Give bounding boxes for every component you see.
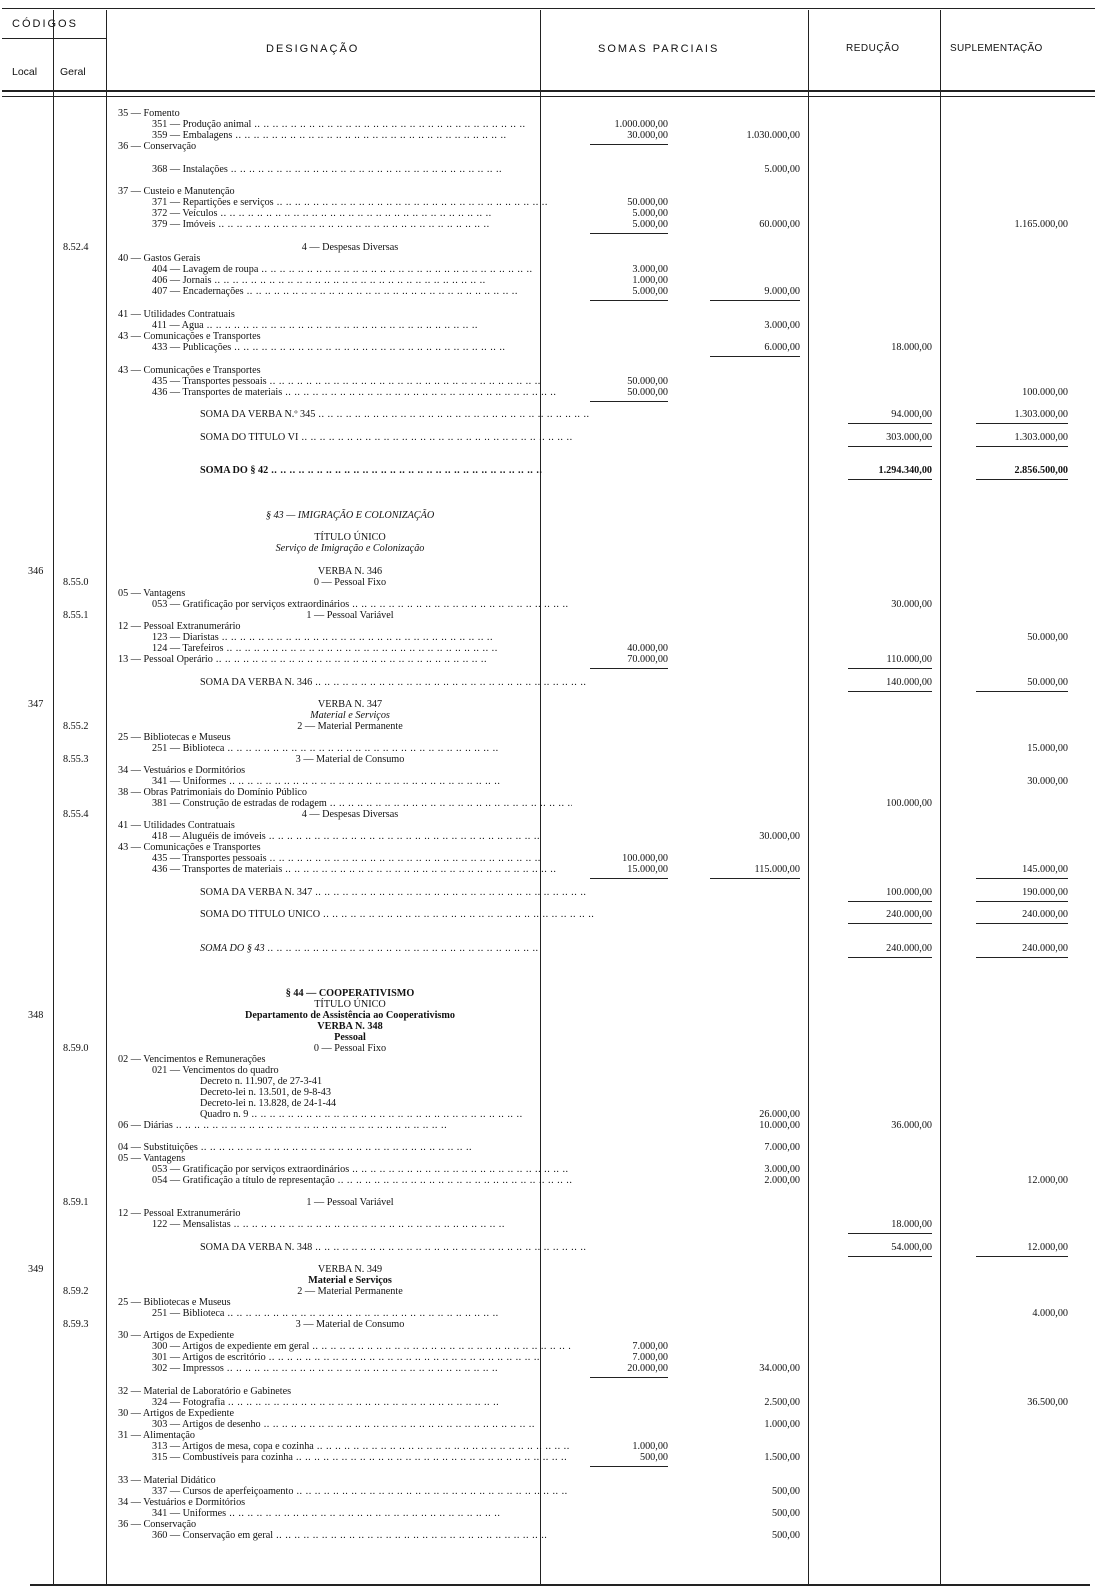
row-designation: 407 — Encadernações .. .. bbox=[152, 286, 572, 298]
row-designation: SOMA DO § 42 .. .. bbox=[200, 465, 620, 477]
row-designation: Decreto-lei n. 13.501, de 9-8-43 bbox=[200, 1087, 331, 1098]
somas-parciais-subtotal: 115.000,00 bbox=[754, 864, 800, 875]
geral-code: 8.59.1 bbox=[63, 1197, 89, 1208]
suplementacao-value: 240.000,00 bbox=[1022, 909, 1068, 920]
section-heading: TÍTULO ÚNICO bbox=[314, 532, 386, 543]
somas-parciais-subtotal: 2.500,00 bbox=[764, 1397, 800, 1408]
row-designation: 33 — Material Didático bbox=[118, 1475, 216, 1486]
reducao-value: 1.294.340,00 bbox=[878, 465, 932, 476]
somas-parciais-subtotal: 500,00 bbox=[771, 1530, 800, 1541]
suplementacao-value: 1.303.000,00 bbox=[1014, 432, 1068, 443]
row-designation: SOMA DA VERBA N.º 345 .. .. bbox=[200, 409, 620, 421]
somas-parciais-value: 1.000,00 bbox=[632, 275, 668, 286]
row-designation: 36 — Conservação bbox=[118, 141, 197, 152]
row-designation: 43 — Comunicações e Transportes bbox=[118, 331, 261, 342]
somas-parciais-subtotal: 5.000,00 bbox=[764, 164, 800, 175]
suplementacao-value: 50.000,00 bbox=[1027, 632, 1068, 643]
somas-parciais-subtotal: 6.000,00 bbox=[764, 342, 800, 353]
sum-rule bbox=[848, 1256, 932, 1257]
reducao-value: 36.000,00 bbox=[891, 1120, 932, 1131]
table-row bbox=[0, 164, 1099, 176]
sum-rule bbox=[848, 479, 932, 480]
somas-parciais-subtotal: 1.030.000,00 bbox=[746, 130, 800, 141]
somas-parciais-value: 50.000,00 bbox=[627, 197, 668, 208]
sum-rule bbox=[848, 923, 932, 924]
row-designation: 300 — Artigos de expediente em geral .. .. bbox=[152, 1341, 572, 1353]
row-designation: 436 — Transportes de materiais .. .. bbox=[152, 387, 572, 399]
header-somas-parciais: SOMAS PARCIAIS bbox=[598, 43, 720, 55]
row-designation: 38 — Obras Patrimoniais do Domínio Público bbox=[118, 787, 308, 798]
table-row bbox=[0, 1530, 1099, 1542]
row-designation: 360 — Conservação em geral .. .. bbox=[152, 1530, 572, 1542]
sum-rule bbox=[590, 401, 668, 402]
section-heading: 0 — Pessoal Fixo bbox=[313, 1043, 387, 1054]
header-reducao: REDUÇÃO bbox=[846, 43, 900, 54]
table-row bbox=[0, 943, 1099, 955]
row-designation: 37 — Custeio e Manutenção bbox=[118, 186, 235, 197]
row-designation: 435 — Transportes pessoais .. .. bbox=[152, 853, 572, 865]
row-designation: 053 — Gratificação por serviços extraordinários .. .. bbox=[152, 599, 572, 611]
row-designation: 25 — Bibliotecas e Museus bbox=[118, 732, 231, 743]
row-designation: 337 — Cursos de aperfeiçoamento .. .. bbox=[152, 1486, 572, 1498]
suplementacao-value: 2.856.500,00 bbox=[1014, 465, 1068, 476]
table-row bbox=[0, 141, 1099, 153]
somas-parciais-value: 30.000,00 bbox=[627, 130, 668, 141]
somas-parciais-value: 5.000,00 bbox=[632, 219, 668, 230]
table-row bbox=[0, 387, 1099, 399]
geral-code: 8.59.3 bbox=[63, 1319, 89, 1330]
row-designation: SOMA DO TÍTULO VI .. .. bbox=[200, 432, 620, 444]
sum-rule bbox=[848, 1233, 932, 1234]
sum-rule bbox=[848, 691, 932, 692]
somas-parciais-value: 3.000,00 bbox=[632, 264, 668, 275]
sum-rule bbox=[976, 691, 1068, 692]
sum-rule bbox=[976, 423, 1068, 424]
sum-rule bbox=[976, 1256, 1068, 1257]
sum-rule bbox=[848, 668, 932, 669]
sum-rule bbox=[976, 878, 1068, 879]
row-designation: 124 — Tarefeiros .. .. bbox=[152, 643, 572, 655]
section-heading: § 43 — IMIGRAÇÃO E COLONIZAÇÃO bbox=[265, 510, 435, 521]
page-bottom-rule bbox=[30, 1584, 1090, 1586]
somas-parciais-subtotal: 1.000,00 bbox=[764, 1419, 800, 1430]
section-heading: 3 — Material de Consumo bbox=[295, 1319, 405, 1330]
somas-parciais-subtotal: 34.000,00 bbox=[759, 1363, 800, 1374]
sum-rule bbox=[848, 957, 932, 958]
somas-parciais-value: 20.000,00 bbox=[627, 1363, 668, 1374]
row-designation: 06 — Diárias .. .. bbox=[118, 1120, 538, 1132]
section-heading: 4 — Despesas Diversas bbox=[301, 242, 399, 253]
somas-parciais-subtotal: 30.000,00 bbox=[759, 831, 800, 842]
local-code: 349 bbox=[28, 1264, 44, 1275]
somas-parciais-subtotal: 26.000,00 bbox=[759, 1109, 800, 1120]
header-local: Local bbox=[12, 66, 38, 78]
row-designation: 34 — Vestuários e Dormitórios bbox=[118, 765, 246, 776]
row-designation: 054 — Gratificação a título de representação .. .. bbox=[152, 1175, 572, 1187]
table-row bbox=[0, 465, 1099, 477]
geral-code: 8.55.1 bbox=[63, 610, 89, 621]
section-heading: Material e Serviços bbox=[308, 1275, 392, 1286]
header-designacao: DESIGNAÇÃO bbox=[266, 43, 360, 55]
row-designation: 40 — Gastos Gerais bbox=[118, 253, 201, 264]
somas-parciais-subtotal: 7.000,00 bbox=[764, 1142, 800, 1153]
somas-parciais-subtotal: 9.000,00 bbox=[764, 286, 800, 297]
row-designation: 313 — Artigos de mesa, copa e cozinha .. .. bbox=[152, 1441, 572, 1453]
sum-rule bbox=[848, 446, 932, 447]
table-row bbox=[0, 1363, 1099, 1375]
row-designation: 251 — Biblioteca .. .. bbox=[152, 1308, 572, 1320]
somas-parciais-value: 500,00 bbox=[639, 1452, 668, 1463]
sum-rule bbox=[590, 300, 668, 301]
somas-parciais-value: 7.000,00 bbox=[632, 1341, 668, 1352]
somas-parciais-value: 50.000,00 bbox=[627, 387, 668, 398]
suplementacao-value: 12.000,00 bbox=[1027, 1242, 1068, 1253]
sum-rule bbox=[848, 423, 932, 424]
table-row bbox=[0, 864, 1099, 876]
reducao-value: 18.000,00 bbox=[891, 342, 932, 353]
section-heading: Pessoal bbox=[334, 1032, 366, 1043]
row-designation: 435 — Transportes pessoais .. .. bbox=[152, 376, 572, 388]
table-row bbox=[0, 1242, 1099, 1254]
row-designation: Quadro n. 9 .. .. bbox=[200, 1109, 620, 1121]
section-heading: TÍTULO ÚNICO bbox=[314, 999, 386, 1010]
table-row bbox=[0, 1175, 1099, 1187]
row-designation: 418 — Aluguéis de imóveis .. .. bbox=[152, 831, 572, 843]
somas-parciais-value: 1.000,00 bbox=[632, 1441, 668, 1452]
somas-parciais-subtotal: 3.000,00 bbox=[764, 320, 800, 331]
table-row bbox=[0, 432, 1099, 444]
suplementacao-value: 4.000,00 bbox=[1032, 1308, 1068, 1319]
somas-parciais-value: 5.000,00 bbox=[632, 286, 668, 297]
sum-rule bbox=[976, 446, 1068, 447]
row-designation: 433 — Publicações .. .. bbox=[152, 342, 572, 354]
row-designation: 341 — Uniformes .. .. bbox=[152, 776, 572, 788]
section-heading: § 44 — COOPERATIVISMO bbox=[285, 988, 415, 999]
row-designation: 368 — Instalações .. .. bbox=[152, 164, 572, 176]
row-designation: 02 — Vencimentos e Remunerações bbox=[118, 1054, 266, 1065]
somas-parciais-value: 15.000,00 bbox=[627, 864, 668, 875]
sum-rule bbox=[590, 1466, 668, 1467]
local-code: 347 bbox=[28, 699, 44, 710]
somas-parciais-value: 100.000,00 bbox=[622, 853, 668, 864]
row-designation: 351 — Produção animal .. .. bbox=[152, 119, 572, 131]
suplementacao-value: 190.000,00 bbox=[1022, 887, 1068, 898]
sum-rule bbox=[976, 901, 1068, 902]
reducao-value: 54.000,00 bbox=[891, 1242, 932, 1253]
table-row bbox=[0, 1120, 1099, 1132]
row-designation: 31 — Alimentação bbox=[118, 1430, 195, 1441]
geral-code: 8.55.4 bbox=[63, 809, 89, 820]
local-code: 348 bbox=[28, 1010, 44, 1021]
row-designation: 372 — Veículos .. .. bbox=[152, 208, 572, 220]
reducao-value: 100.000,00 bbox=[886, 887, 932, 898]
reducao-value: 18.000,00 bbox=[891, 1219, 932, 1230]
sum-rule bbox=[976, 957, 1068, 958]
header-bottom-rule bbox=[2, 90, 1095, 92]
somas-parciais-subtotal: 60.000,00 bbox=[759, 219, 800, 230]
section-heading: Departamento de Assistência ao Cooperativismo bbox=[245, 1010, 455, 1021]
row-designation: 122 — Mensalistas .. .. bbox=[152, 1219, 572, 1231]
suplementacao-value: 145.000,00 bbox=[1022, 864, 1068, 875]
geral-code: 8.52.4 bbox=[63, 242, 89, 253]
section-heading: 4 — Despesas Diversas bbox=[301, 809, 399, 820]
reducao-value: 30.000,00 bbox=[891, 599, 932, 610]
sum-rule bbox=[590, 233, 668, 234]
sum-rule bbox=[710, 878, 800, 879]
table-row bbox=[0, 909, 1099, 921]
row-designation: 25 — Bibliotecas e Museus bbox=[118, 1297, 231, 1308]
sum-rule bbox=[848, 901, 932, 902]
header-top-rule bbox=[2, 8, 1095, 9]
suplementacao-value: 50.000,00 bbox=[1027, 677, 1068, 688]
header-bottom-rule-2 bbox=[2, 96, 1095, 97]
reducao-value: 240.000,00 bbox=[886, 909, 932, 920]
reducao-value: 240.000,00 bbox=[886, 943, 932, 954]
sum-rule bbox=[590, 878, 668, 879]
row-designation: SOMA DO § 43 .. .. bbox=[200, 943, 620, 955]
somas-parciais-value: 50.000,00 bbox=[627, 376, 668, 387]
reducao-value: 110.000,00 bbox=[886, 654, 932, 665]
row-designation: 251 — Biblioteca .. .. bbox=[152, 743, 572, 755]
reducao-value: 140.000,00 bbox=[886, 677, 932, 688]
row-designation: 36 — Conservação bbox=[118, 1519, 197, 1530]
row-designation: 41 — Utilidades Contratuais bbox=[118, 820, 235, 831]
sum-rule bbox=[590, 668, 668, 669]
section-heading: Material e Serviços bbox=[310, 710, 390, 721]
section-heading: 1 — Pessoal Variável bbox=[306, 610, 394, 621]
row-designation: 404 — Lavagem de roupa .. .. bbox=[152, 264, 572, 276]
row-designation: 302 — Impressos .. .. bbox=[152, 1363, 572, 1375]
row-designation: SOMA DA VERBA N. 348 .. .. bbox=[200, 1242, 620, 1254]
suplementacao-value: 1.165.000,00 bbox=[1014, 219, 1068, 230]
row-designation: 123 — Diaristas .. .. bbox=[152, 632, 572, 644]
table-row bbox=[0, 543, 1099, 555]
row-designation: 41 — Utilidades Contratuais bbox=[118, 309, 235, 320]
reducao-value: 100.000,00 bbox=[886, 798, 932, 809]
somas-parciais-value: 1.000.000,00 bbox=[614, 119, 668, 130]
header-codigos-rule bbox=[2, 38, 106, 39]
row-designation: 301 — Artigos de escritório .. .. bbox=[152, 1352, 572, 1364]
row-designation: 381 — Construção de estradas de rodagem .. .. bbox=[152, 798, 572, 810]
row-designation: 12 — Pessoal Extranumerário bbox=[118, 621, 241, 632]
table-row bbox=[0, 1452, 1099, 1464]
row-designation: 30 — Artigos de Expediente bbox=[118, 1408, 235, 1419]
row-designation: 341 — Uniformes .. .. bbox=[152, 1508, 572, 1520]
suplementacao-value: 1.303.000,00 bbox=[1014, 409, 1068, 420]
somas-parciais-subtotal: 1.500,00 bbox=[764, 1452, 800, 1463]
somas-parciais-value: 7.000,00 bbox=[632, 1352, 668, 1363]
table-row bbox=[0, 887, 1099, 899]
table-row bbox=[0, 510, 1099, 522]
row-designation: 053 — Gratificação por serviços extraordinários .. .. bbox=[152, 1164, 572, 1176]
suplementacao-value: 12.000,00 bbox=[1027, 1175, 1068, 1186]
sum-rule bbox=[976, 923, 1068, 924]
reducao-value: 94.000,00 bbox=[891, 409, 932, 420]
row-designation: 35 — Fomento bbox=[118, 108, 180, 119]
table-row bbox=[0, 409, 1099, 421]
row-designation: SOMA DA VERBA N. 347 .. .. bbox=[200, 887, 620, 899]
geral-code: 8.55.3 bbox=[63, 754, 89, 765]
header-suplementacao: SUPLEMENTAÇÃO bbox=[950, 43, 1043, 54]
suplementacao-value: 240.000,00 bbox=[1022, 943, 1068, 954]
row-designation: 30 — Artigos de Expediente bbox=[118, 1330, 235, 1341]
somas-parciais-value: 40.000,00 bbox=[627, 643, 668, 654]
header-geral: Geral bbox=[60, 66, 86, 78]
row-designation: Decreto-lei n. 13.828, de 24-1-44 bbox=[200, 1098, 337, 1109]
sum-rule bbox=[590, 1377, 668, 1378]
row-designation: 436 — Transportes de materiais .. .. bbox=[152, 864, 572, 876]
section-heading: 2 — Material Permanente bbox=[297, 1286, 403, 1297]
section-heading: 2 — Material Permanente bbox=[297, 721, 403, 732]
suplementacao-value: 100.000,00 bbox=[1022, 387, 1068, 398]
row-designation: 406 — Jornais .. .. bbox=[152, 275, 572, 287]
section-heading: VERBA N. 349 bbox=[317, 1264, 383, 1275]
sum-rule bbox=[710, 356, 800, 357]
geral-code: 8.59.0 bbox=[63, 1043, 89, 1054]
row-designation: 379 — Imóveis .. .. bbox=[152, 219, 572, 231]
section-heading: VERBA N. 346 bbox=[317, 566, 383, 577]
reducao-value: 303.000,00 bbox=[886, 432, 932, 443]
table-row bbox=[0, 342, 1099, 354]
row-designation: 411 — Agua .. .. bbox=[152, 320, 572, 332]
table-row bbox=[0, 286, 1099, 298]
somas-parciais-subtotal: 3.000,00 bbox=[764, 1164, 800, 1175]
section-heading: 3 — Material de Consumo bbox=[295, 754, 405, 765]
row-designation: 371 — Repartições e serviços .. .. bbox=[152, 197, 572, 209]
somas-parciais-subtotal: 10.000,00 bbox=[759, 1120, 800, 1131]
row-designation: SOMA DA VERBA N. 346 .. .. bbox=[200, 677, 620, 689]
somas-parciais-subtotal: 2.000,00 bbox=[764, 1175, 800, 1186]
geral-code: 8.55.0 bbox=[63, 577, 89, 588]
row-designation: 32 — Material de Laboratório e Gabinetes bbox=[118, 1386, 292, 1397]
suplementacao-value: 36.500,00 bbox=[1027, 1397, 1068, 1408]
row-designation: Decreto n. 11.907, de 27-3-41 bbox=[200, 1076, 323, 1087]
section-heading: VERBA N. 347 bbox=[317, 699, 383, 710]
row-designation: 359 — Embalagens .. .. bbox=[152, 130, 572, 142]
suplementacao-value: 30.000,00 bbox=[1027, 776, 1068, 787]
table-row bbox=[0, 677, 1099, 689]
row-designation: 05 — Vantagens bbox=[118, 588, 186, 599]
geral-code: 8.59.2 bbox=[63, 1286, 89, 1297]
somas-parciais-subtotal: 500,00 bbox=[771, 1508, 800, 1519]
row-designation: 13 — Pessoal Operário .. .. bbox=[118, 654, 538, 666]
row-designation: 43 — Comunicações e Transportes bbox=[118, 842, 261, 853]
somas-parciais-subtotal: 500,00 bbox=[771, 1486, 800, 1497]
section-heading: 1 — Pessoal Variável bbox=[306, 1197, 394, 1208]
row-designation: 43 — Comunicações e Transportes bbox=[118, 365, 261, 376]
row-designation: 303 — Artigos de desenho .. .. bbox=[152, 1419, 572, 1431]
row-designation: 021 — Vencimentos do quadro bbox=[152, 1065, 279, 1076]
section-heading: Serviço de Imigração e Colonização bbox=[275, 543, 425, 554]
section-heading: 0 — Pessoal Fixo bbox=[313, 577, 387, 588]
sum-rule bbox=[976, 479, 1068, 480]
somas-parciais-value: 5.000,00 bbox=[632, 208, 668, 219]
row-designation: 34 — Vestuários e Dormitórios bbox=[118, 1497, 246, 1508]
row-designation: 05 — Vantagens bbox=[118, 1153, 186, 1164]
table-row bbox=[0, 1219, 1099, 1231]
row-designation: 315 — Combustíveis para cozinha .. .. bbox=[152, 1452, 572, 1464]
row-designation: SOMA DO TÍTULO ÚNICO .. .. bbox=[200, 909, 620, 921]
section-heading: VERBA N. 348 bbox=[317, 1021, 383, 1032]
header-codigos: CÓDIGOS bbox=[12, 18, 78, 30]
row-designation: 324 — Fotografia .. .. bbox=[152, 1397, 572, 1409]
somas-parciais-value: 70.000,00 bbox=[627, 654, 668, 665]
row-designation: 12 — Pessoal Extranumerário bbox=[118, 1208, 241, 1219]
row-designation: 04 — Substituições .. .. bbox=[118, 1142, 538, 1154]
table-row bbox=[0, 219, 1099, 231]
local-code: 346 bbox=[28, 566, 44, 577]
sum-rule bbox=[710, 300, 800, 301]
table-row bbox=[0, 654, 1099, 666]
suplementacao-value: 15.000,00 bbox=[1027, 743, 1068, 754]
geral-code: 8.55.2 bbox=[63, 721, 89, 732]
